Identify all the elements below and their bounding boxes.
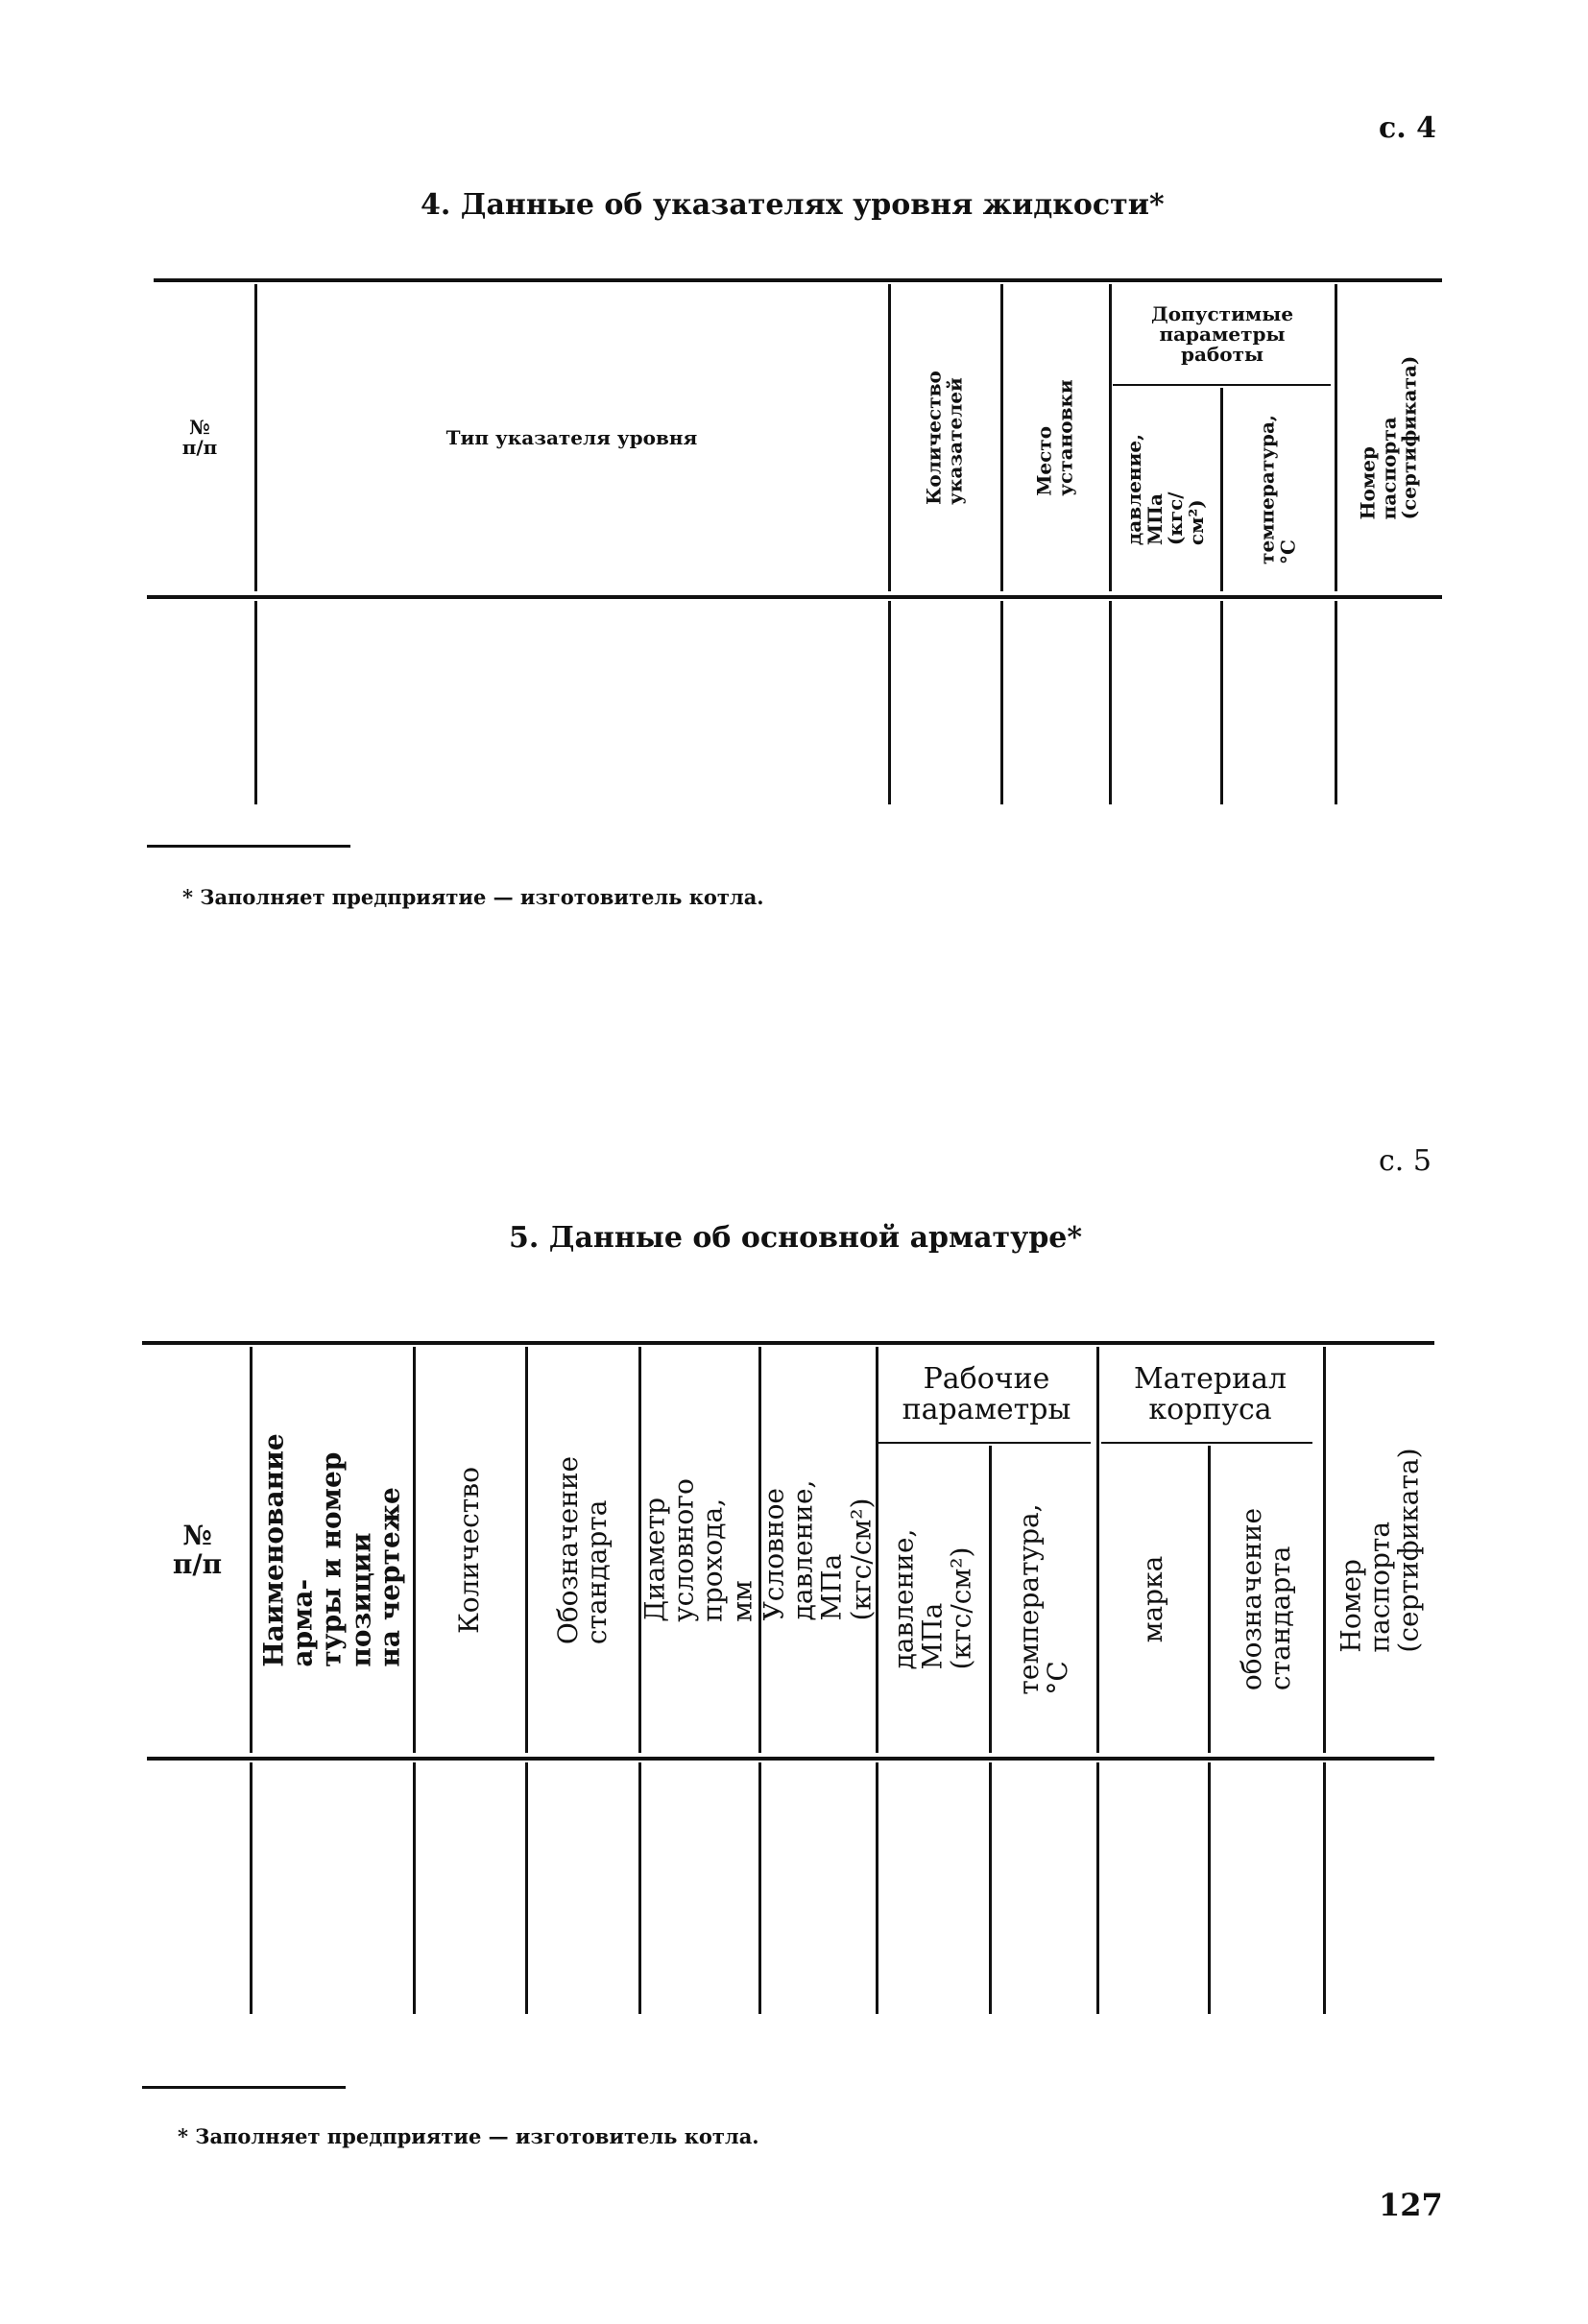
table5-header-material-group (1099, 1347, 1321, 1442)
table5-header-diameter (638, 1347, 758, 1753)
table4-body-sep (888, 601, 891, 804)
header-text: температура, °С (1012, 1503, 1073, 1695)
header-text: Место установки (1032, 379, 1076, 496)
table4-body-sep (1335, 601, 1337, 804)
table4-header-count (891, 284, 999, 591)
table5-header-pressure (878, 1446, 987, 1753)
table5-header-rule (147, 1757, 1434, 1761)
table4-header-temperature (1223, 388, 1333, 591)
table4-header-num (147, 284, 253, 591)
table5-body-sep (876, 1762, 878, 2014)
header-text: Допустимые параметры работы (1150, 301, 1294, 366)
table4-header-type (257, 284, 886, 591)
table4-body-sep (1220, 601, 1223, 804)
table5-group-rule-work (878, 1442, 1091, 1444)
table5-body-sep (989, 1762, 992, 2014)
table4-header-pressure (1112, 388, 1218, 591)
table4-body-sep (1109, 601, 1112, 804)
header-text: температура, °С (1255, 415, 1299, 564)
header-text: давление, МПа (кгс/см²) (887, 1528, 977, 1670)
table5-body-sep (250, 1762, 253, 2014)
header-text: Обозначение стандарта (551, 1455, 613, 1644)
table4-group-rule (1113, 384, 1331, 386)
header-text: Номер паспорта (сертификата) (1335, 1447, 1425, 1653)
table4-top-rule (154, 278, 1442, 282)
header-text: Номер паспорта (сертификата) (1356, 355, 1421, 520)
page-number-5: с. 5 (1379, 1144, 1432, 1178)
table4-header-rule (147, 595, 1442, 599)
page-number-4: с. 4 (1379, 111, 1437, 145)
table5-header-count (416, 1347, 523, 1753)
table5-header-num (147, 1347, 248, 1753)
table4-header-passport (1337, 284, 1441, 591)
table5-body-sep (638, 1762, 641, 2014)
header-text: Наименование арма- туры и номер позиции на чертеже (256, 1432, 405, 1667)
table5-header-grade (1099, 1446, 1206, 1753)
table4-header-params-group (1112, 284, 1333, 384)
table5-body-sep (413, 1762, 416, 2014)
header-text: Тип указателя уровня (445, 425, 698, 449)
header-text: Рабочие параметры (902, 1362, 1071, 1426)
footnote-rule (142, 2086, 346, 2089)
table5-body-sep (1208, 1762, 1211, 2014)
footnote-rule (147, 845, 350, 848)
table5-body-sep (525, 1762, 528, 2014)
header-text: Диаметр условного прохода, мм (638, 1477, 758, 1622)
table5-body-sep (1096, 1762, 1099, 2014)
table5-header-name (253, 1347, 411, 1753)
page-folio: 127 (1379, 2187, 1443, 2223)
header-text: Условное давление, МПа (кгс/см²) (758, 1479, 877, 1620)
table5-group-rule-material (1101, 1442, 1312, 1444)
table5-header-material-standard (1211, 1446, 1321, 1753)
header-text: Материал корпуса (1133, 1362, 1287, 1426)
table5-header-passport (1326, 1347, 1434, 1753)
header-text: Количество (452, 1466, 485, 1634)
table5-top-rule (142, 1341, 1434, 1345)
header-text: давление, МПа (кгс/ см²) (1121, 433, 1208, 546)
header-text: обозначение стандарта (1235, 1507, 1296, 1691)
footnote-page5: * Заполняет предприятие — изготовитель котла. (178, 2124, 759, 2148)
header-text: № п/п (181, 416, 218, 459)
table5-header-standard (528, 1347, 637, 1753)
table4-body-sep (254, 601, 257, 804)
footnote-page4: * Заполняет предприятие — изготовитель котла. (182, 885, 764, 909)
table5-header-work-group (878, 1347, 1095, 1442)
table5-body-sep (1323, 1762, 1326, 2014)
header-text: № п/п (172, 1520, 223, 1580)
table4-header-place (1003, 284, 1107, 591)
table5-header-nominal-pressure (758, 1347, 877, 1753)
table5-title: 5. Данные об основной арматуре* (509, 1221, 1083, 1255)
table4-title: 4. Данные об указателях уровня жидкости* (421, 188, 1165, 222)
header-text: марка (1136, 1555, 1168, 1643)
table4-body-sep (1000, 601, 1003, 804)
table5-body-sep (758, 1762, 761, 2014)
header-text: Количество указателей (922, 371, 966, 505)
table5-header-temperature (992, 1446, 1095, 1753)
